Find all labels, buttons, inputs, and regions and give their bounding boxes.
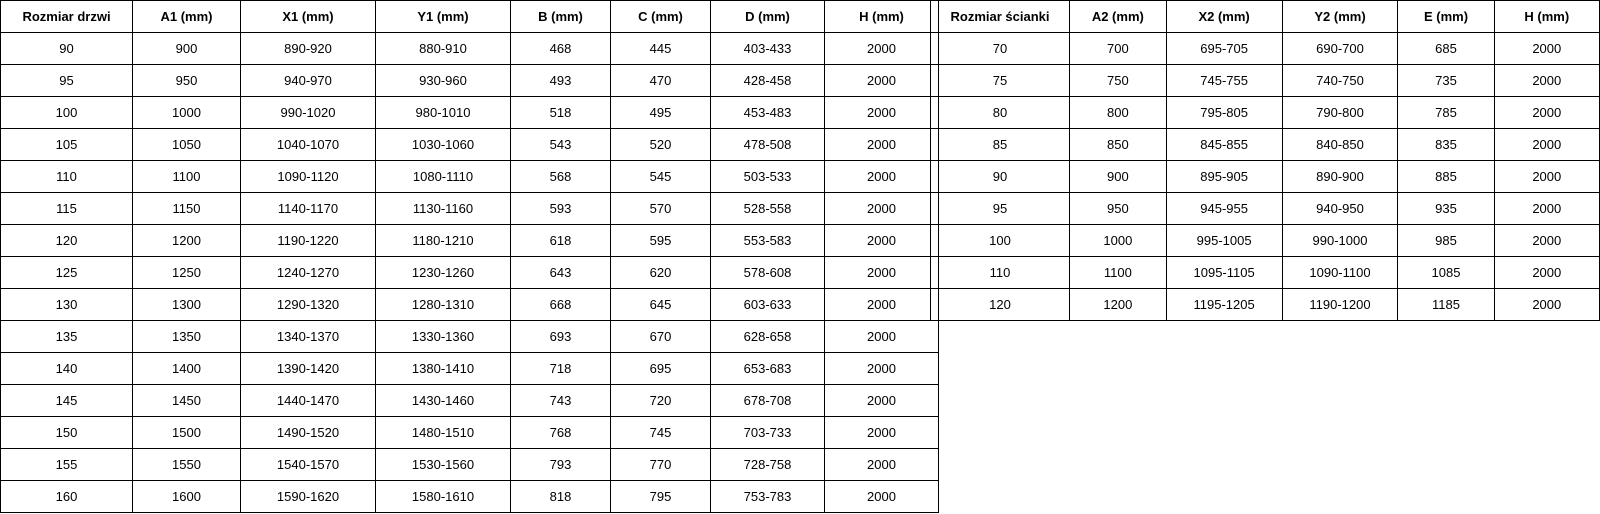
table-cell: 643 xyxy=(511,257,611,289)
table-cell: 130 xyxy=(1,289,133,321)
column-header: Rozmiar drzwi xyxy=(1,1,133,33)
table-cell: 795-805 xyxy=(1166,97,1282,129)
table-cell: 990-1020 xyxy=(241,97,376,129)
table-cell: 1080-1110 xyxy=(376,161,511,193)
table-cell: 895-905 xyxy=(1166,161,1282,193)
table-cell: 1100 xyxy=(1070,257,1167,289)
table-cell: 110 xyxy=(1,161,133,193)
table-cell: 403-433 xyxy=(711,33,825,65)
table-cell: 478-508 xyxy=(711,129,825,161)
table-cell: 95 xyxy=(931,193,1070,225)
table-cell: 1085 xyxy=(1398,257,1494,289)
table-cell: 1230-1260 xyxy=(376,257,511,289)
table-cell: 1195-1205 xyxy=(1166,289,1282,321)
table-cell: 1190-1220 xyxy=(241,225,376,257)
table-row xyxy=(931,289,1600,321)
column-header: D (mm) xyxy=(711,1,825,33)
column-header: C (mm) xyxy=(611,1,711,33)
table-cell: 700 xyxy=(1070,33,1167,65)
table-cell: 543 xyxy=(511,129,611,161)
table-row xyxy=(1,129,939,161)
table-cell: 1130-1160 xyxy=(376,193,511,225)
table-cell: 1580-1610 xyxy=(376,481,511,513)
table-cell: 1300 xyxy=(133,289,241,321)
table-cell: 528-558 xyxy=(711,193,825,225)
table-header-row xyxy=(931,1,1600,33)
table-cell: 145 xyxy=(1,385,133,417)
column-header: H (mm) xyxy=(1494,1,1599,33)
table-cell: 2000 xyxy=(825,129,939,161)
table-row xyxy=(1,321,939,353)
table-cell: 1540-1570 xyxy=(241,449,376,481)
table-cell: 428-458 xyxy=(711,65,825,97)
table-cell: 155 xyxy=(1,449,133,481)
table-cell: 95 xyxy=(1,65,133,97)
table-cell: 750 xyxy=(1070,65,1167,97)
table-cell: 850 xyxy=(1070,129,1167,161)
table-cell: 593 xyxy=(511,193,611,225)
table-cell: 578-608 xyxy=(711,257,825,289)
table-cell: 1500 xyxy=(133,417,241,449)
table-cell: 2000 xyxy=(825,257,939,289)
table-cell: 1200 xyxy=(133,225,241,257)
table-cell: 495 xyxy=(611,97,711,129)
table-cell: 1380-1410 xyxy=(376,353,511,385)
table-cell: 678-708 xyxy=(711,385,825,417)
doors-table-header xyxy=(1,1,939,33)
table-row xyxy=(1,449,939,481)
table-cell: 745-755 xyxy=(1166,65,1282,97)
table-row xyxy=(931,193,1600,225)
table-row xyxy=(931,161,1600,193)
table-header-row xyxy=(1,1,939,33)
table-cell: 553-583 xyxy=(711,225,825,257)
table-cell: 1490-1520 xyxy=(241,417,376,449)
table-cell: 1600 xyxy=(133,481,241,513)
table-cell: 603-633 xyxy=(711,289,825,321)
table-cell: 2000 xyxy=(825,385,939,417)
table-cell: 718 xyxy=(511,353,611,385)
table-cell: 620 xyxy=(611,257,711,289)
table-cell: 693 xyxy=(511,321,611,353)
table-cell: 1100 xyxy=(133,161,241,193)
table-cell: 2000 xyxy=(1494,65,1599,97)
table-cell: 793 xyxy=(511,449,611,481)
column-header: X2 (mm) xyxy=(1166,1,1282,33)
table-cell: 1030-1060 xyxy=(376,129,511,161)
table-cell: 795 xyxy=(611,481,711,513)
table-cell: 2000 xyxy=(825,353,939,385)
table-cell: 150 xyxy=(1,417,133,449)
table-cell: 2000 xyxy=(825,225,939,257)
table-row xyxy=(1,161,939,193)
table-cell: 885 xyxy=(1398,161,1494,193)
walls-table-container xyxy=(930,0,1600,321)
walls-dimensions-table xyxy=(930,0,1600,321)
table-cell: 2000 xyxy=(825,193,939,225)
table-cell: 2000 xyxy=(1494,161,1599,193)
table-cell: 695-705 xyxy=(1166,33,1282,65)
table-cell: 2000 xyxy=(1494,289,1599,321)
table-row xyxy=(1,225,939,257)
table-cell: 1340-1370 xyxy=(241,321,376,353)
table-row xyxy=(1,33,939,65)
table-cell: 890-920 xyxy=(241,33,376,65)
table-row xyxy=(1,481,939,513)
column-header: Y2 (mm) xyxy=(1282,1,1398,33)
table-cell: 785 xyxy=(1398,97,1494,129)
table-cell: 120 xyxy=(1,225,133,257)
table-cell: 595 xyxy=(611,225,711,257)
table-row xyxy=(1,353,939,385)
table-cell: 1530-1560 xyxy=(376,449,511,481)
table-cell: 1250 xyxy=(133,257,241,289)
table-cell: 1450 xyxy=(133,385,241,417)
table-cell: 493 xyxy=(511,65,611,97)
table-cell: 880-910 xyxy=(376,33,511,65)
table-cell: 1550 xyxy=(133,449,241,481)
table-row xyxy=(931,225,1600,257)
table-cell: 728-758 xyxy=(711,449,825,481)
table-cell: 160 xyxy=(1,481,133,513)
table-cell: 1090-1120 xyxy=(241,161,376,193)
table-cell: 120 xyxy=(931,289,1070,321)
table-cell: 100 xyxy=(931,225,1070,257)
table-row xyxy=(931,33,1600,65)
table-cell: 2000 xyxy=(825,321,939,353)
column-header: Y1 (mm) xyxy=(376,1,511,33)
table-cell: 935 xyxy=(1398,193,1494,225)
table-cell: 1150 xyxy=(133,193,241,225)
table-cell: 1440-1470 xyxy=(241,385,376,417)
table-row xyxy=(1,289,939,321)
table-cell: 1430-1460 xyxy=(376,385,511,417)
table-cell: 2000 xyxy=(825,289,939,321)
column-header: B (mm) xyxy=(511,1,611,33)
table-cell: 1350 xyxy=(133,321,241,353)
table-cell: 950 xyxy=(133,65,241,97)
table-cell: 740-750 xyxy=(1282,65,1398,97)
table-row xyxy=(931,65,1600,97)
table-cell: 2000 xyxy=(1494,97,1599,129)
table-cell: 1290-1320 xyxy=(241,289,376,321)
table-row xyxy=(931,257,1600,289)
table-cell: 1040-1070 xyxy=(241,129,376,161)
table-cell: 2000 xyxy=(825,65,939,97)
table-cell: 1050 xyxy=(133,129,241,161)
table-cell: 685 xyxy=(1398,33,1494,65)
table-cell: 743 xyxy=(511,385,611,417)
table-cell: 985 xyxy=(1398,225,1494,257)
table-cell: 1240-1270 xyxy=(241,257,376,289)
table-cell: 135 xyxy=(1,321,133,353)
table-cell: 1280-1310 xyxy=(376,289,511,321)
table-cell: 1180-1210 xyxy=(376,225,511,257)
table-row xyxy=(931,97,1600,129)
table-row xyxy=(931,129,1600,161)
table-cell: 2000 xyxy=(1494,257,1599,289)
table-cell: 980-1010 xyxy=(376,97,511,129)
table-cell: 840-850 xyxy=(1282,129,1398,161)
table-cell: 100 xyxy=(1,97,133,129)
table-cell: 900 xyxy=(133,33,241,65)
doors-table-body xyxy=(1,33,939,513)
table-row xyxy=(1,193,939,225)
table-row xyxy=(1,97,939,129)
table-cell: 753-783 xyxy=(711,481,825,513)
table-cell: 568 xyxy=(511,161,611,193)
table-cell: 468 xyxy=(511,33,611,65)
table-cell: 2000 xyxy=(825,33,939,65)
table-cell: 668 xyxy=(511,289,611,321)
table-cell: 703-733 xyxy=(711,417,825,449)
table-cell: 800 xyxy=(1070,97,1167,129)
table-cell: 1480-1510 xyxy=(376,417,511,449)
table-cell: 545 xyxy=(611,161,711,193)
table-cell: 2000 xyxy=(825,97,939,129)
table-cell: 1390-1420 xyxy=(241,353,376,385)
column-header: A1 (mm) xyxy=(133,1,241,33)
table-cell: 645 xyxy=(611,289,711,321)
table-cell: 745 xyxy=(611,417,711,449)
table-cell: 995-1005 xyxy=(1166,225,1282,257)
table-cell: 618 xyxy=(511,225,611,257)
table-cell: 2000 xyxy=(825,417,939,449)
table-cell: 1000 xyxy=(1070,225,1167,257)
table-cell: 1190-1200 xyxy=(1282,289,1398,321)
table-cell: 503-533 xyxy=(711,161,825,193)
table-cell: 75 xyxy=(931,65,1070,97)
table-cell: 690-700 xyxy=(1282,33,1398,65)
table-cell: 990-1000 xyxy=(1282,225,1398,257)
table-cell: 945-955 xyxy=(1166,193,1282,225)
table-cell: 70 xyxy=(931,33,1070,65)
table-cell: 520 xyxy=(611,129,711,161)
column-header: Rozmiar ścianki xyxy=(931,1,1070,33)
table-cell: 930-960 xyxy=(376,65,511,97)
table-cell: 695 xyxy=(611,353,711,385)
column-header: X1 (mm) xyxy=(241,1,376,33)
table-cell: 2000 xyxy=(1494,193,1599,225)
table-cell: 720 xyxy=(611,385,711,417)
table-cell: 470 xyxy=(611,65,711,97)
table-cell: 90 xyxy=(931,161,1070,193)
table-cell: 1000 xyxy=(133,97,241,129)
table-cell: 80 xyxy=(931,97,1070,129)
table-cell: 900 xyxy=(1070,161,1167,193)
table-cell: 570 xyxy=(611,193,711,225)
table-cell: 105 xyxy=(1,129,133,161)
table-row xyxy=(1,257,939,289)
table-row xyxy=(1,417,939,449)
table-cell: 1090-1100 xyxy=(1282,257,1398,289)
walls-table-header xyxy=(931,1,1600,33)
table-cell: 628-658 xyxy=(711,321,825,353)
table-cell: 818 xyxy=(511,481,611,513)
table-cell: 768 xyxy=(511,417,611,449)
table-cell: 140 xyxy=(1,353,133,385)
table-cell: 85 xyxy=(931,129,1070,161)
table-cell: 2000 xyxy=(1494,129,1599,161)
table-cell: 90 xyxy=(1,33,133,65)
table-cell: 115 xyxy=(1,193,133,225)
table-cell: 1200 xyxy=(1070,289,1167,321)
column-header: H (mm) xyxy=(825,1,939,33)
table-cell: 890-900 xyxy=(1282,161,1398,193)
table-cell: 1330-1360 xyxy=(376,321,511,353)
table-row xyxy=(1,385,939,417)
table-cell: 518 xyxy=(511,97,611,129)
table-cell: 835 xyxy=(1398,129,1494,161)
walls-table-body xyxy=(931,33,1600,321)
table-cell: 670 xyxy=(611,321,711,353)
table-row xyxy=(1,65,939,97)
table-cell: 790-800 xyxy=(1282,97,1398,129)
table-cell: 2000 xyxy=(825,481,939,513)
table-cell: 1400 xyxy=(133,353,241,385)
table-cell: 445 xyxy=(611,33,711,65)
column-header: E (mm) xyxy=(1398,1,1494,33)
table-cell: 2000 xyxy=(825,449,939,481)
table-cell: 845-855 xyxy=(1166,129,1282,161)
table-cell: 1095-1105 xyxy=(1166,257,1282,289)
column-header: A2 (mm) xyxy=(1070,1,1167,33)
table-cell: 735 xyxy=(1398,65,1494,97)
table-cell: 1185 xyxy=(1398,289,1494,321)
table-cell: 940-950 xyxy=(1282,193,1398,225)
table-cell: 453-483 xyxy=(711,97,825,129)
table-cell: 1140-1170 xyxy=(241,193,376,225)
table-cell: 2000 xyxy=(1494,225,1599,257)
table-cell: 110 xyxy=(931,257,1070,289)
table-cell: 950 xyxy=(1070,193,1167,225)
table-cell: 2000 xyxy=(825,161,939,193)
table-cell: 2000 xyxy=(1494,33,1599,65)
table-cell: 125 xyxy=(1,257,133,289)
table-cell: 1590-1620 xyxy=(241,481,376,513)
table-cell: 770 xyxy=(611,449,711,481)
table-cell: 653-683 xyxy=(711,353,825,385)
table-cell: 940-970 xyxy=(241,65,376,97)
